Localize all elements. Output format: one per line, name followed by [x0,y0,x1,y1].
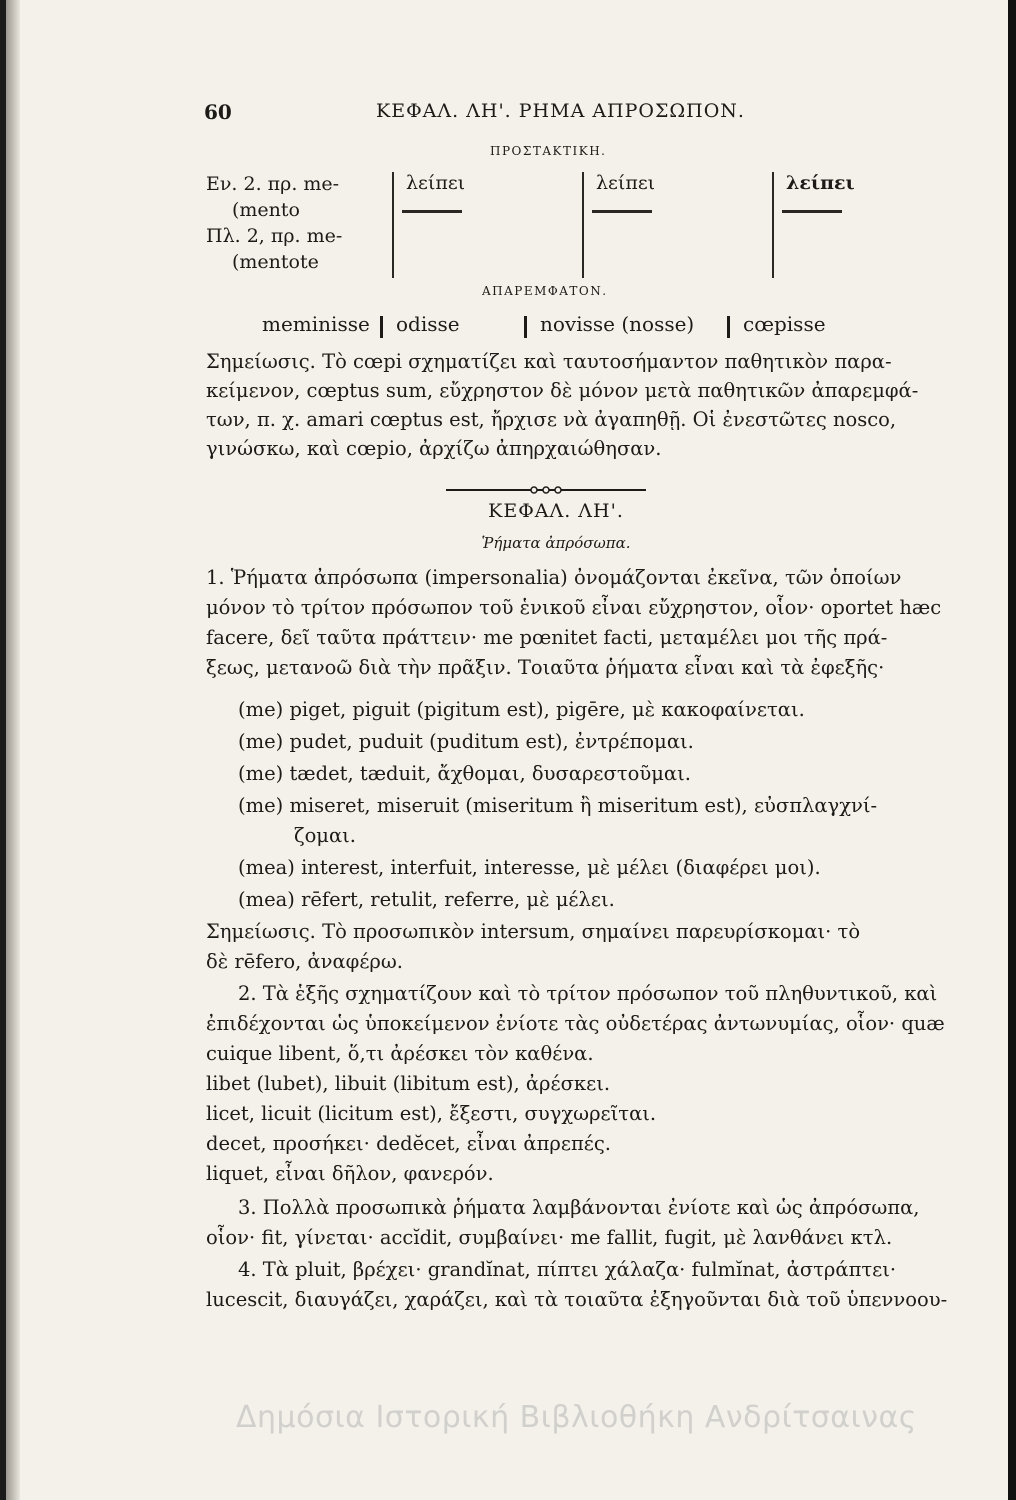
empty-cell-dash [782,210,842,213]
book-page [6,0,1008,1500]
empty-cell-dash [592,210,652,213]
section-ornament [446,480,646,490]
table-rule [582,172,584,278]
library-watermark: Δημόσια Ιστορική Βιβλιοθήκη Ανδρίτσαινας [236,1400,917,1435]
table-rule [392,172,394,278]
chapter-subtitle: Ῥήματα ἀπρόσωπα. [481,534,631,552]
text-line: libet (lubet), libuit (libitum est), ἀρέσκει. [206,1072,611,1095]
text-line: lucescit, διαυγάζει, χαράζει, καὶ τὰ τοιαῦτα ἐξηγοῦνται διὰ τοῦ ὑπεννοου- [206,1288,948,1311]
text-line: 3. Πολλὰ προσωπικὰ ῥήματα λαμβάνονται ἐνίοτε καὶ ὡς ἀπρόσωπα, [238,1196,920,1219]
text-line: licet, licuit (licitum est), ἔξεστι, συγχωρεῖται. [206,1102,657,1125]
infinitive-form: meminisse [262,312,370,336]
running-title: ΚΕΦΑΛ. ΛΗ'. ΡΗΜΑ ΑΠΡΟΣΩΠΟΝ. [376,100,745,122]
imperative-table [206,172,866,282]
text-line: (me) tædet, tæduit, ἄχθομαι, δυσαρεστοῦμαι. [238,762,691,785]
empty-cell-dash [402,210,462,213]
running-header [166,96,866,126]
infinitive-form: odisse [396,312,460,336]
text-line: κείμενον, cœptus sum, εὔχρηστον δὲ μόνον μετὰ παθητικῶν ἀπαρεμφά- [206,379,919,402]
text-line: cuique libent, ὅ,τι ἀρέσκει τὸν καθένα. [206,1042,594,1065]
imperative-row-sing: Εν. 2. πρ. me- [206,173,340,195]
text-line: liquet, εἶναι δῆλον, φανερόν. [206,1162,494,1185]
ornament-rule-icon [446,485,646,495]
column-bar [727,316,730,338]
imperative-cell: λείπει [406,172,466,194]
text-line: decet, προσήκει· dedĕcet, εἶναι ἀπρεπές. [206,1132,612,1155]
imperative-row-sing-form: (mento [232,199,300,221]
text-line: Σημείωσις. Τὸ cœpi σχηματίζει καὶ ταυτοσήμαντον παθητικὸν παρα- [206,350,892,373]
infinitive-forms [262,312,902,342]
text-line: ξεως, μετανοῶ διὰ τὴν πρᾶξιν. Τοιαῦτα ῥήματα εἶναι καὶ τὰ ἐφεξῆς· [206,656,885,679]
text-line: των, π. χ. amari cœptus est, ἤρχισε νὰ ἀγαπηθῇ. Οἱ ἐνεστῶτες nosco, [206,408,897,431]
text-line: (me) miseret, miseruit (miseritum ἢ miseritum est), εὐσπλαγχνί- [238,794,878,817]
text-line: ἐπιδέχονται ὡς ὑποκείμενον ἐνίοτε τὰς οὐδετέρας ἀντωνυμίας, οἷον· quæ [206,1012,945,1035]
text-line: 1. Ῥήματα ἀπρόσωπα (impersonalia) ὀνομάζονται ἐκεῖνα, τῶν ὁποίων [206,566,902,589]
book-spine-shadow [1008,0,1016,1500]
column-bar [380,316,383,338]
text-line: γινώσκω, καὶ cœpio, ἀρχίζω ἀπηρχαιώθησαν. [206,437,662,460]
text-line: (me) pudet, puduit (puditum est), ἐντρέπομαι. [238,730,694,753]
text-line: facere, δεῖ ταῦτα πράττειν· me pœnitet facti, μεταμέλει μοι τῆς πρά- [206,626,888,649]
infinitive-label: ΑΠΑΡΕΜΦΑΤΟΝ. [482,284,608,298]
text-line: (mea) rēfert, retulit, referre, μὲ μέλει. [238,888,615,911]
imperative-cell: λείπει [786,172,855,194]
text-line: δὲ rēfero, ἀναφέρω. [206,950,403,973]
table-rule [772,172,774,278]
text-line: ζομαι. [294,824,356,847]
text-line: (me) piget, piguit (pigitum est), pigēre, μὲ κακοφαίνεται. [238,698,805,721]
column-bar [524,316,527,338]
imperative-row-plur: Πλ. 2, πρ. me- [206,225,343,247]
text-line: 4. Τὰ pluit, βρέχει· grandĭnat, πίπτει χάλαζα· fulmĭnat, ἀστράπτει· [238,1258,897,1281]
page-binding-edge [6,0,20,1500]
text-line: (mea) interest, interfuit, interesse, μὲ μέλει (διαφέρει μοι). [238,856,821,879]
imperative-row-plur-form: (mentote [232,251,319,273]
text-line: μόνον τὸ τρίτον πρόσωπον τοῦ ἑνικοῦ εἶναι εὔχρηστον, οἷον· oportet hæc [206,596,942,619]
text-line: οἷον· fit, γίνεται· accĭdit, συμβαίνει· me fallit, fugit, μὲ λανθάνει κτλ. [206,1226,893,1249]
text-line: Σημείωσις. Τὸ προσωπικὸν intersum, σημαίνει παρευρίσκομαι· τὸ [206,920,861,943]
infinitive-form: novisse (nosse) [540,312,695,336]
chapter-title: ΚΕΦΑΛ. ΛΗ'. [488,500,624,522]
text-line: 2. Τὰ ἑξῆς σχηματίζουν καὶ τὸ τρίτον πρόσωπον τοῦ πληθυντικοῦ, καὶ [238,982,938,1005]
imperative-label: ΠΡΟΣΤΑΚΤΙΚΗ. [490,144,607,158]
imperative-cell: λείπει [596,172,656,194]
page-number: 60 [204,100,232,124]
infinitive-form: cœpisse [743,312,826,336]
